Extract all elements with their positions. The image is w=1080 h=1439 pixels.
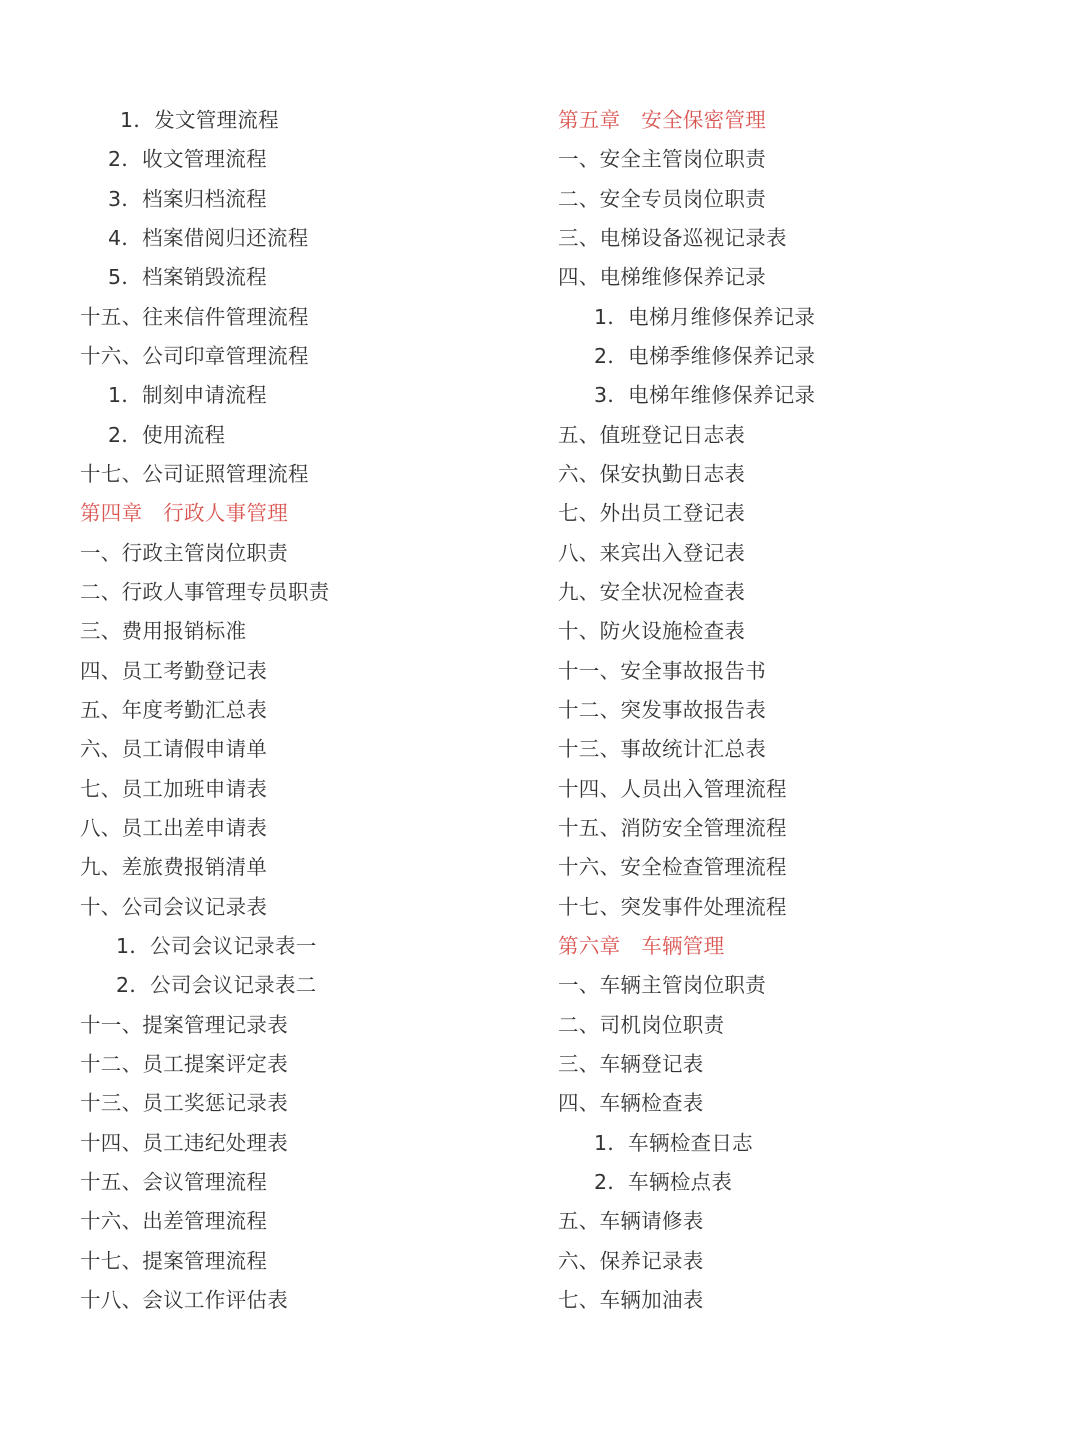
toc-entry: 2．收文管理流程 (108, 147, 267, 172)
toc-entry: 二、安全专员岗位职责 (558, 186, 766, 211)
toc-entry: 2．电梯季维修保养记录 (594, 343, 816, 368)
toc-entry: 一、安全主管岗位职责 (558, 147, 766, 172)
toc-entry: 一、行政主管岗位职责 (80, 540, 288, 565)
toc-entry: 1．制刻申请流程 (108, 383, 267, 408)
toc-entry: 四、电梯维修保养记录 (558, 265, 766, 290)
toc-entry: 五、值班登记日志表 (558, 422, 746, 447)
toc-entry: 六、保养记录表 (558, 1248, 704, 1273)
toc-entry: 十五、会议管理流程 (80, 1169, 268, 1194)
toc-entry: 十、防火设施检查表 (558, 619, 746, 644)
toc-entry: 三、车辆登记表 (558, 1051, 704, 1076)
toc-entry: 八、员工出差申请表 (80, 815, 268, 840)
toc-entry: 2．车辆检点表 (594, 1169, 733, 1194)
toc-entry: 十三、事故统计汇总表 (558, 737, 766, 762)
chapter-heading: 第六章 车辆管理 (558, 933, 725, 958)
toc-entry: 十四、员工违纪处理表 (80, 1130, 288, 1155)
toc-entry: 九、安全状况检查表 (558, 579, 746, 604)
toc-entry: 十六、安全检查管理流程 (558, 855, 787, 880)
toc-left-column (80, 101, 520, 1320)
toc-entry: 九、差旅费报销清单 (80, 855, 268, 880)
toc-entry: 十六、出差管理流程 (80, 1209, 268, 1234)
toc-entry: 五、车辆请修表 (558, 1209, 704, 1234)
toc-entry: 1．车辆检查日志 (594, 1130, 753, 1155)
toc-entry: 四、员工考勤登记表 (80, 658, 268, 683)
toc-entry: 十七、突发事件处理流程 (558, 894, 787, 919)
toc-entry: 2．公司会议记录表二 (116, 973, 317, 998)
toc-entry: 六、员工请假申请单 (80, 737, 268, 762)
toc-entry: 四、车辆检查表 (558, 1091, 704, 1116)
toc-entry: 五、年度考勤汇总表 (80, 697, 268, 722)
toc-entry: 七、员工加班申请表 (80, 776, 268, 801)
toc-entry: 十三、员工奖惩记录表 (80, 1091, 288, 1116)
toc-entry: 十七、公司证照管理流程 (80, 461, 309, 486)
toc-entry: 3．档案归档流程 (108, 186, 267, 211)
toc-entry: 十六、公司印章管理流程 (80, 343, 309, 368)
toc-entry: 3．电梯年维修保养记录 (594, 383, 816, 408)
toc-entry: 十、公司会议记录表 (80, 894, 268, 919)
chapter-heading: 第五章 安全保密管理 (558, 108, 766, 132)
toc-entry: 十四、人员出入管理流程 (558, 776, 787, 801)
toc-entry: 2．使用流程 (108, 422, 226, 447)
toc-entry: 1．电梯月维修保养记录 (594, 304, 816, 329)
toc-entry: 七、外出员工登记表 (558, 501, 746, 526)
toc-entry: 七、车辆加油表 (558, 1287, 704, 1312)
toc-right-column (558, 101, 1038, 1320)
toc-entry: 十二、员工提案评定表 (80, 1051, 288, 1076)
toc-entry: 十五、消防安全管理流程 (558, 815, 787, 840)
toc-entry: 1．发文管理流程 (120, 108, 279, 132)
toc-entry: 一、车辆主管岗位职责 (558, 973, 766, 998)
toc-entry: 4．档案借阅归还流程 (108, 225, 309, 250)
toc-entry: 三、电梯设备巡视记录表 (558, 225, 787, 250)
toc-entry: 十一、提案管理记录表 (80, 1012, 288, 1037)
toc-entry: 二、司机岗位职责 (558, 1012, 725, 1037)
toc-entry: 十一、安全事故报告书 (558, 658, 766, 683)
toc-entry: 十七、提案管理流程 (80, 1248, 268, 1273)
chapter-heading: 第四章 行政人事管理 (80, 501, 288, 526)
toc-entry: 八、来宾出入登记表 (558, 540, 746, 565)
toc-entry: 十八、会议工作评估表 (80, 1287, 288, 1312)
toc-entry: 1．公司会议记录表一 (116, 933, 317, 958)
toc-entry: 二、行政人事管理专员职责 (80, 579, 330, 604)
toc-entry: 十五、往来信件管理流程 (80, 304, 309, 329)
toc-entry: 六、保安执勤日志表 (558, 461, 746, 486)
toc-entry: 十二、突发事故报告表 (558, 697, 766, 722)
toc-entry: 三、费用报销标准 (80, 619, 247, 644)
toc-entry: 5．档案销毁流程 (108, 265, 267, 290)
